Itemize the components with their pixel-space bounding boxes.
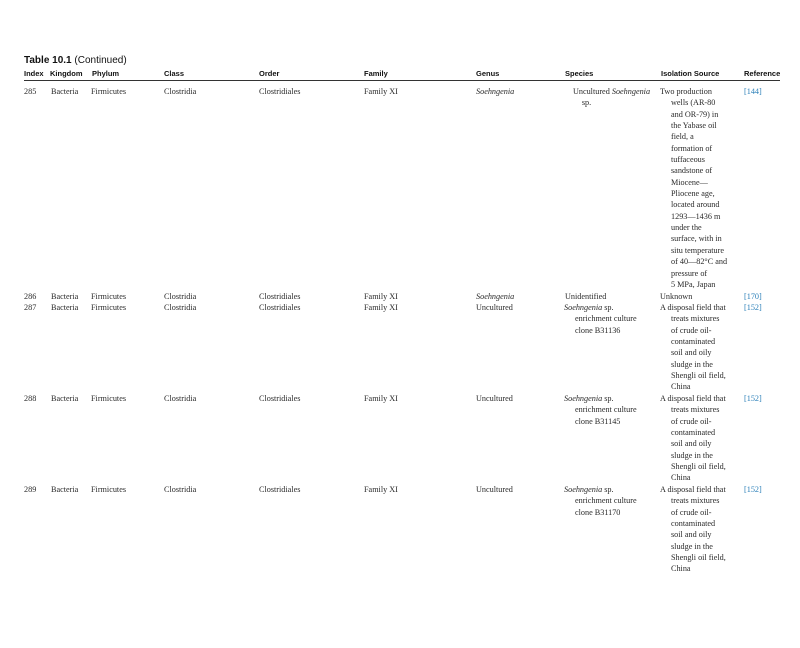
source-line: sludge in the xyxy=(671,450,713,460)
cell-isolation-source xyxy=(660,484,746,575)
source-line: treats mixtures xyxy=(671,405,720,415)
species-genus: Soehngenia xyxy=(611,87,651,96)
source-first-line: A disposal field that xyxy=(660,303,726,312)
source-line: treats mixtures xyxy=(671,496,720,506)
cell-species xyxy=(564,484,637,518)
source-line: under the xyxy=(671,223,702,233)
source-line: treats mixtures xyxy=(671,314,720,324)
source-line: Shengli oil field, xyxy=(671,371,726,381)
species-genus: Soehngenia xyxy=(564,394,603,403)
species-line: clone B31136 xyxy=(575,325,621,335)
cell-index: 285 xyxy=(24,87,37,96)
cell-phylum: Firmicutes xyxy=(91,394,127,403)
species-line: enrichment culture xyxy=(575,496,637,506)
cell-genus: Uncultured xyxy=(476,394,513,403)
source-line: Shengli oil field, xyxy=(671,462,726,472)
header-reference: Reference xyxy=(744,69,781,78)
header-genus: Genus xyxy=(476,69,500,78)
species-line: clone B31145 xyxy=(575,416,621,426)
header-family: Family xyxy=(364,69,388,78)
source-line: Miocene— xyxy=(671,177,708,187)
source-first-line: A disposal field that xyxy=(660,485,726,494)
cell-genus: Soehngenia xyxy=(476,87,515,96)
species-suffix: sp. xyxy=(581,98,592,108)
source-continuation xyxy=(660,313,746,392)
species-suffix: sp. xyxy=(604,485,614,494)
source-line: located around xyxy=(671,200,720,210)
cell-family: Family XI xyxy=(364,394,398,403)
species-genus: Soehngenia xyxy=(564,303,603,312)
source-continuation xyxy=(660,97,746,290)
cell-order: Clostridiales xyxy=(259,292,301,301)
header-phylum: Phylum xyxy=(92,69,120,78)
header-class: Class xyxy=(164,69,185,78)
cell-reference-link[interactable]: [152] xyxy=(744,394,762,403)
cell-kingdom: Bacteria xyxy=(51,394,79,403)
cell-class: Clostridia xyxy=(164,485,197,494)
header-divider xyxy=(24,80,780,81)
header-order: Order xyxy=(259,69,280,78)
cell-isolation-source xyxy=(660,393,746,484)
cell-order: Clostridiales xyxy=(259,303,301,312)
source-line: contaminated xyxy=(671,428,716,438)
species-suffix: sp. xyxy=(604,303,614,312)
cell-isolation-source: Unknown xyxy=(660,292,693,301)
cell-phylum: Firmicutes xyxy=(91,87,127,96)
source-line: surface, with in xyxy=(671,234,722,244)
cell-isolation-source xyxy=(660,302,746,393)
cell-reference-link[interactable]: [144] xyxy=(744,87,762,96)
table-title xyxy=(24,55,127,66)
species-line: enrichment culture xyxy=(575,405,637,415)
cell-genus: Uncultured xyxy=(476,485,513,494)
cell-kingdom: Bacteria xyxy=(51,485,79,494)
cell-family: Family XI xyxy=(364,485,398,494)
source-line: China xyxy=(671,564,691,574)
source-line: 1293—1436 m xyxy=(671,211,721,221)
cell-species xyxy=(564,393,637,427)
cell-genus: Uncultured xyxy=(476,303,513,312)
cell-class: Clostridia xyxy=(164,87,197,96)
source-continuation xyxy=(660,404,746,483)
species-prefix: Uncultured xyxy=(572,87,610,96)
source-line: and OR-79) in xyxy=(671,109,719,119)
cell-isolation-source xyxy=(660,86,746,290)
cell-phylum: Firmicutes xyxy=(91,303,127,312)
species-line: enrichment culture xyxy=(575,314,637,324)
source-line: sludge in the xyxy=(671,359,713,369)
source-line: 5 MPa, Japan xyxy=(671,279,716,289)
source-line: China xyxy=(671,473,691,483)
cell-family: Family XI xyxy=(364,303,398,312)
cell-kingdom: Bacteria xyxy=(51,303,79,312)
source-line: sludge in the xyxy=(671,541,713,551)
source-line: the Yabase oil xyxy=(671,121,717,131)
source-line: of crude oil- xyxy=(671,325,712,335)
cell-reference-link[interactable]: [170] xyxy=(744,292,762,301)
cell-family: Family XI xyxy=(364,87,398,96)
cell-phylum: Firmicutes xyxy=(91,292,127,301)
header-kingdom: Kingdom xyxy=(50,69,83,78)
cell-species xyxy=(564,86,659,109)
source-first-line: A disposal field that xyxy=(660,394,726,403)
source-line: tuffaceous xyxy=(671,155,705,165)
cell-reference-link[interactable]: [152] xyxy=(744,303,762,312)
source-line: formation of xyxy=(671,143,713,153)
cell-family: Family XI xyxy=(364,292,398,301)
source-line: of 40—82°C and xyxy=(671,257,728,267)
source-line: contaminated xyxy=(671,337,716,347)
source-line: soil and oily xyxy=(671,348,712,358)
cell-class: Clostridia xyxy=(164,292,197,301)
species-line: clone B31170 xyxy=(575,507,621,517)
cell-order: Clostridiales xyxy=(259,394,301,403)
source-line: of crude oil- xyxy=(671,507,712,517)
source-continuation xyxy=(660,495,746,574)
species-suffix: sp. xyxy=(604,394,614,403)
cell-kingdom: Bacteria xyxy=(51,292,79,301)
source-line: contaminated xyxy=(671,519,716,529)
source-line: Shengli oil field, xyxy=(671,553,726,563)
source-line: situ temperature xyxy=(671,245,724,255)
source-line: China xyxy=(671,382,691,392)
cell-genus: Soehngenia xyxy=(476,292,515,301)
source-line: field, a xyxy=(671,132,694,142)
cell-species: Unidentified xyxy=(565,292,607,301)
header-isolation-source: Isolation Source xyxy=(661,69,720,78)
cell-index: 288 xyxy=(24,394,37,403)
species-genus: Soehngenia xyxy=(564,485,603,494)
cell-phylum: Firmicutes xyxy=(91,485,127,494)
source-line: pressure of xyxy=(671,268,708,278)
cell-species xyxy=(564,302,637,336)
source-line: sandstone of xyxy=(671,166,713,176)
cell-reference-link[interactable]: [152] xyxy=(744,485,762,494)
cell-order: Clostridiales xyxy=(259,485,301,494)
cell-class: Clostridia xyxy=(164,303,197,312)
table-continued: (Continued) xyxy=(74,55,127,66)
source-line: soil and oily xyxy=(671,530,712,540)
source-line: wells (AR-80 xyxy=(671,98,716,108)
table-label: Table 10.1 xyxy=(24,55,72,66)
cell-index: 289 xyxy=(24,485,37,494)
header-index: Index xyxy=(24,69,44,78)
header-species: Species xyxy=(565,69,594,78)
cell-order: Clostridiales xyxy=(259,87,301,96)
source-line: Pliocene age, xyxy=(671,189,715,199)
cell-kingdom: Bacteria xyxy=(51,87,79,96)
source-line: soil and oily xyxy=(671,439,712,449)
source-line: of crude oil- xyxy=(671,416,712,426)
cell-index: 287 xyxy=(24,303,37,312)
cell-index: 286 xyxy=(24,292,37,301)
cell-class: Clostridia xyxy=(164,394,197,403)
source-first-line: Two production xyxy=(660,87,712,96)
